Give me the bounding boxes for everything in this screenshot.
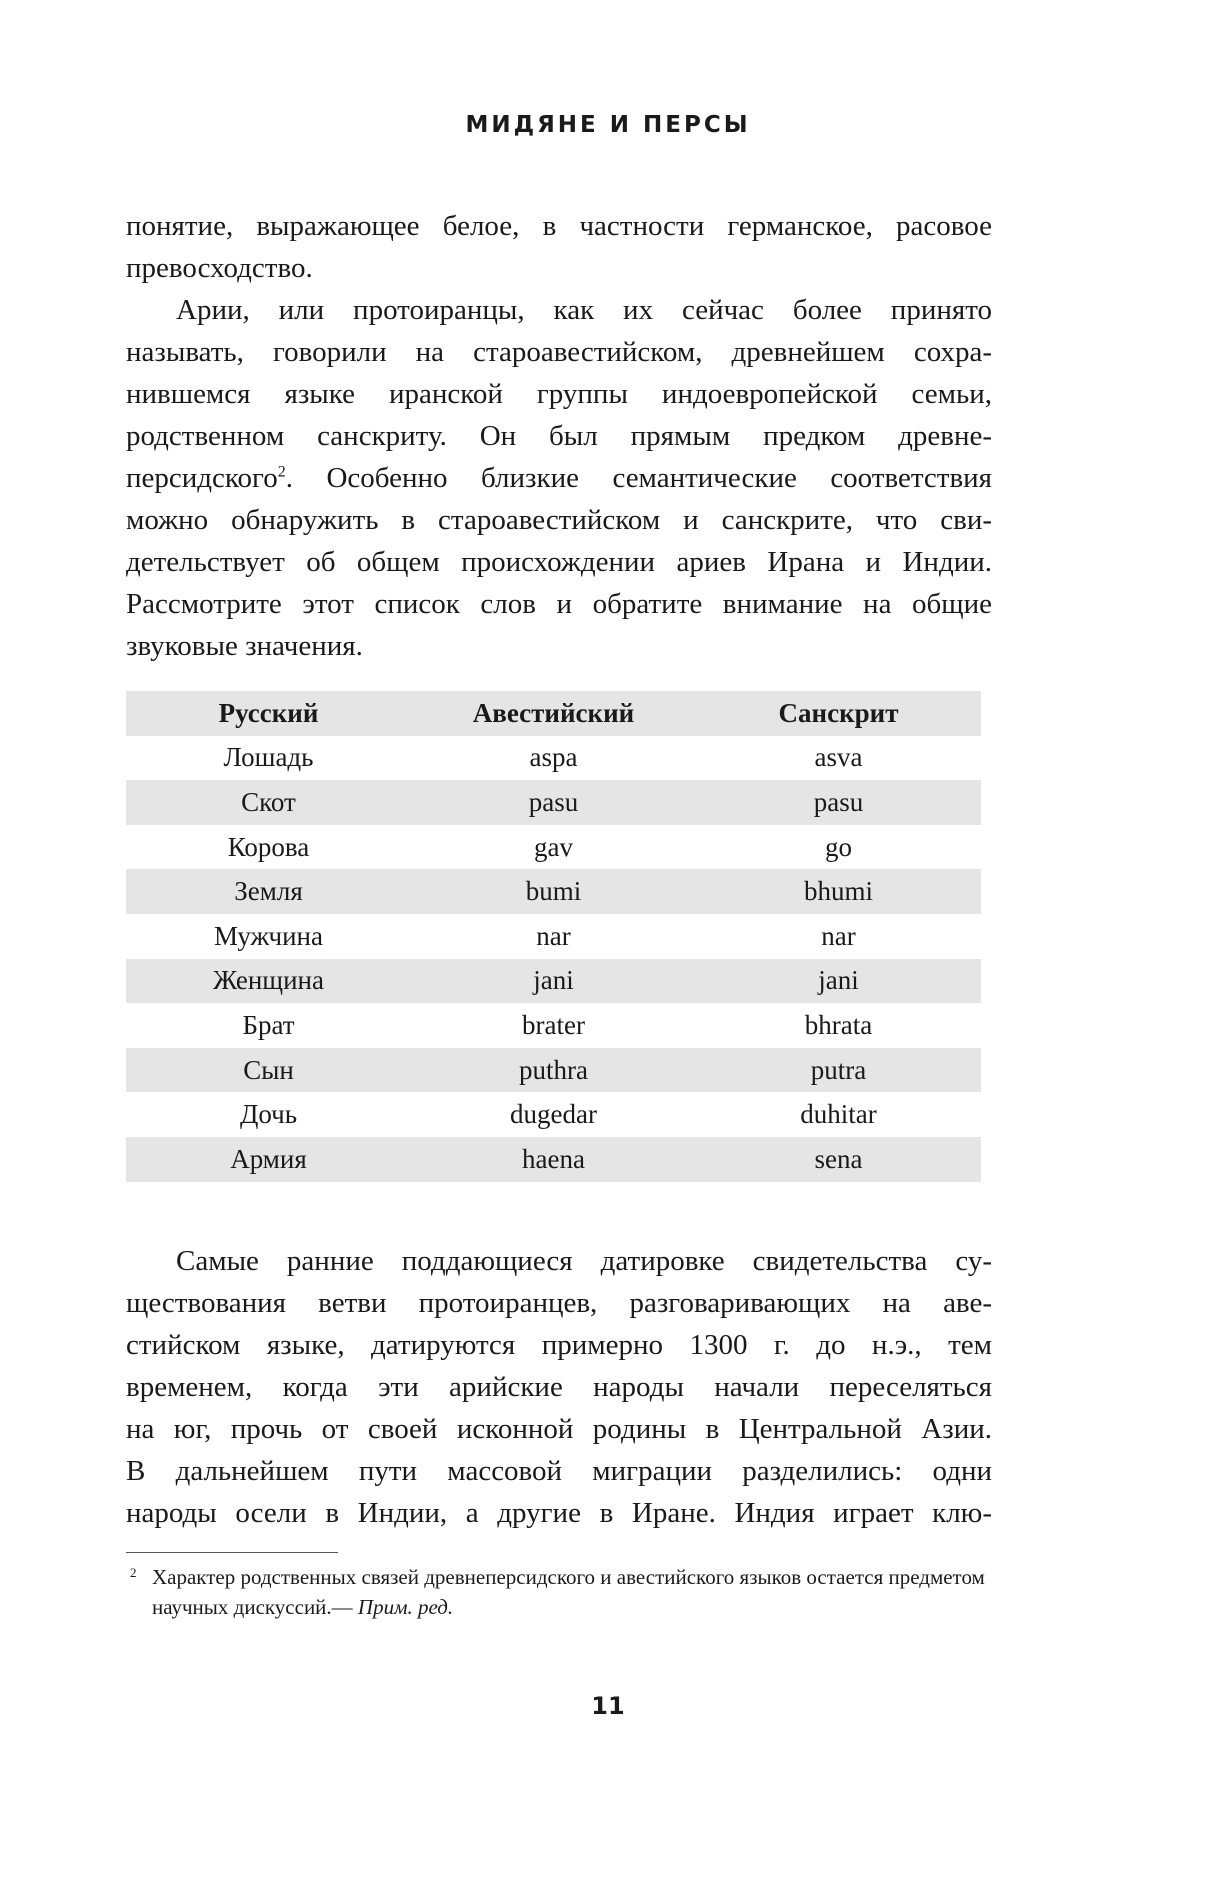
table-cell: Женщина xyxy=(213,965,324,996)
table-cell: brater xyxy=(522,1009,585,1040)
table-cell: nar xyxy=(821,920,856,951)
table-cell: putra xyxy=(810,1054,867,1085)
text-line: родственном санскриту. Он был прямым предком древне- xyxy=(126,420,992,452)
table-cell: aspa xyxy=(529,742,578,773)
text-line: ществования ветви протоиранцев, разговаривающих на аве- xyxy=(126,1287,992,1319)
text-fragment: . Особенно близкие семантические соответствия xyxy=(285,462,992,494)
footnote-text: Характер родственных связей древнеперсидского и авестийского языков остается предметом научных дискуссий.— xyxy=(152,1565,985,1619)
table-cell: jani xyxy=(818,965,859,996)
footnote-number: 2 xyxy=(130,1565,137,1580)
table-cell: pasu xyxy=(813,786,864,817)
table-row xyxy=(126,825,981,870)
text-fragment: персидского xyxy=(126,462,278,494)
table-cell: Армия xyxy=(230,1143,307,1174)
text-line: В дальнейшем пути массовой миграции разделились: одни xyxy=(126,1455,992,1487)
text-line: стийском языке, датируются примерно 1300 г. до н.э., тем xyxy=(126,1329,992,1361)
word-comparison-table xyxy=(126,691,981,1182)
table-cell: bhrata xyxy=(804,1009,873,1040)
table-cell: sena xyxy=(814,1143,863,1174)
table-row xyxy=(126,959,981,1004)
table-cell: gav xyxy=(534,831,573,862)
text-line: на юг, прочь от своей исконной родины в Центральной Азии. xyxy=(126,1413,992,1445)
text-line: Арии, или протоиранцы, как их сейчас более принято xyxy=(176,294,992,326)
footnote-divider xyxy=(126,1552,338,1553)
table-cell: go xyxy=(825,831,852,862)
table-row xyxy=(126,780,981,825)
table-row xyxy=(126,1137,981,1182)
table-cell: nar xyxy=(536,920,571,951)
table-row xyxy=(126,914,981,959)
footnote-ref[interactable]: 2 xyxy=(277,463,286,481)
table-cell: Лошадь xyxy=(223,742,314,773)
paragraph-3 xyxy=(126,1240,992,1534)
text-line: Самые ранние поддающиеся датировке свидетельства су- xyxy=(176,1245,992,1277)
text-line: Рассмотрите этот список слов и обратите внимание на общие xyxy=(126,588,992,620)
table-cell: asva xyxy=(814,742,863,773)
table-cell: Скот xyxy=(241,786,296,817)
table-header-row xyxy=(126,691,981,736)
text-line: можно обнаружить в староавестийском и санскрите, что сви- xyxy=(126,504,992,536)
table-cell: Мужчина xyxy=(214,920,323,951)
text-line: временем, когда эти арийские народы начали переселяться xyxy=(126,1371,992,1403)
table-cell: duhitar xyxy=(800,1099,877,1130)
table-cell: Брат xyxy=(242,1009,295,1040)
table-row xyxy=(126,736,981,781)
table-cell: jani xyxy=(533,965,574,996)
table-cell: Земля xyxy=(234,876,303,907)
text-line xyxy=(126,457,992,499)
running-head: МИДЯНЕ И ПЕРСЫ xyxy=(465,112,751,138)
text-line: понятие, выражающее белое, в частности германское, расовое xyxy=(126,210,992,242)
footnote xyxy=(126,1562,992,1622)
table-row xyxy=(126,1048,981,1093)
table-cell: puthra xyxy=(519,1054,588,1085)
table-cell: haena xyxy=(522,1143,585,1174)
paragraph-1 xyxy=(126,205,992,289)
table-row xyxy=(126,869,981,914)
footnote-editor-note: Прим. ред. xyxy=(357,1595,454,1619)
column-header: Русский xyxy=(218,697,319,728)
text-line: детельствует об общем происхождении ариев Ирана и Индии. xyxy=(126,546,992,578)
table-row xyxy=(126,1092,981,1137)
table-row xyxy=(126,1003,981,1048)
text-line: называть, говорили на староавестийском, древнейшем сохра- xyxy=(126,336,992,368)
page-number: 11 xyxy=(591,1692,625,1720)
table-cell: Корова xyxy=(227,831,310,862)
table-cell: pasu xyxy=(528,786,579,817)
table-cell: dugedar xyxy=(510,1099,597,1130)
text-line: звуковые значения. xyxy=(126,630,363,662)
table-cell: Сын xyxy=(243,1054,294,1085)
table-cell: bhumi xyxy=(803,876,873,907)
text-line: народы осели в Индии, а другие в Иране. Индия играет клю- xyxy=(126,1497,992,1529)
table-cell: Дочь xyxy=(239,1099,298,1130)
text-line: превосходство. xyxy=(126,252,313,284)
paragraph-2 xyxy=(126,289,992,667)
column-header: Авестийский xyxy=(472,697,635,728)
column-header: Санскрит xyxy=(778,697,899,728)
text-line: нившемся языке иранской группы индоевропейской семьи, xyxy=(126,378,992,410)
table-cell: bumi xyxy=(525,876,582,907)
